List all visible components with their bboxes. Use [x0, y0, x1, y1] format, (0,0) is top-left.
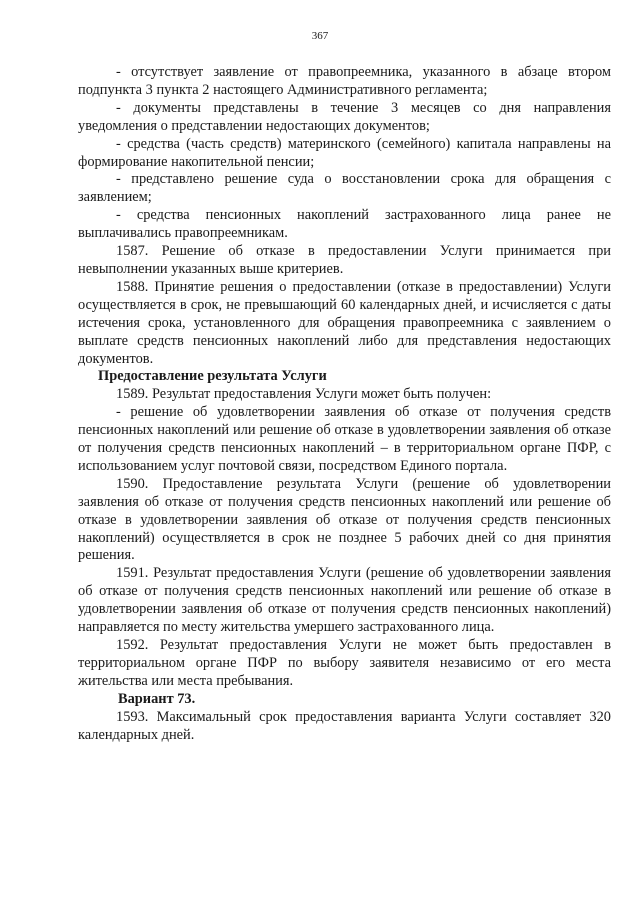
section-heading-variant: Вариант 73. — [118, 690, 196, 707]
section-heading-result: Предоставление результата Услуги — [98, 368, 327, 385]
paragraph: - средства пенсионных накоплений застрахованного лица ранее не выплачивались правопреемникам. — [78, 207, 611, 242]
paragraph: 1590. Предоставление результата Услуги (решение об удовлетворении заявления об отказе от получения средств пенсионных накоплений или решение об отказе в удовлетворении заявления об отказе от получения средств пенсионных накоплений) осуществляется в срок не позднее 5 рабочих дней со дня принятия решения. — [78, 475, 611, 564]
paragraph: 1589. Результат предоставления Услуги может быть получен: — [116, 386, 492, 403]
paragraph: 1592. Результат предоставления Услуги не может быть предоставлен в территориальном органе ПФР по выбору заявителя независимо от его места жительства или места пребывания. — [78, 637, 611, 689]
paragraph: - документы представлены в течение 3 месяцев со дня направления уведомления о представлении недостающих документов; — [78, 99, 611, 134]
paragraph: 1591. Результат предоставления Услуги (решение об удовлетворении заявления об отказе от получения средств пенсионных накоплений или решение об отказе в удовлетворении заявления об отказе от получения средств пенсионных накоплений) направляется по месту жительства умершего застрахованного лица. — [78, 565, 611, 636]
paragraph: 1588. Принятие решения о предоставлении (отказе в предоставлении) Услуги осуществляется в срок, не превышающий 60 календарных дней, и исчисляется с даты истечения срока, установленного для обращения правопреемника с заявлением о выплате средств пенсионных накоплений либо для представления недостающих документов. — [78, 278, 611, 367]
paragraph: 1587. Решение об отказе в предоставлении Услуги принимается при невыполнении указанных выше критериев. — [78, 243, 611, 277]
page-number: 367 — [311, 30, 329, 42]
paragraph: - решение об удовлетворении заявления об отказе от получения средств пенсионных накоплений или решение об отказе в удовлетворении заявления об отказе от получения средств пенсионных накоплений – в территориальном органе ПФР, с использованием услуг почтовой связи, посредством Единого портала. — [78, 404, 611, 474]
paragraph: - средства (часть средств) материнского (семейного) капитала направлены на формирование накопительной пенсии; — [78, 135, 611, 170]
paragraph: - представлено решение суда о восстановлении срока для обращения с заявлением; — [78, 171, 611, 206]
paragraph: - отсутствует заявление от правопреемника, указанного в абзаце втором подпункта 3 пункта 2 настоящего Административного регламента; — [78, 64, 611, 98]
paragraph: 1593. Максимальный срок предоставления варианта Услуги составляет 320 календарных дней. — [78, 708, 611, 743]
document-body — [78, 64, 611, 744]
